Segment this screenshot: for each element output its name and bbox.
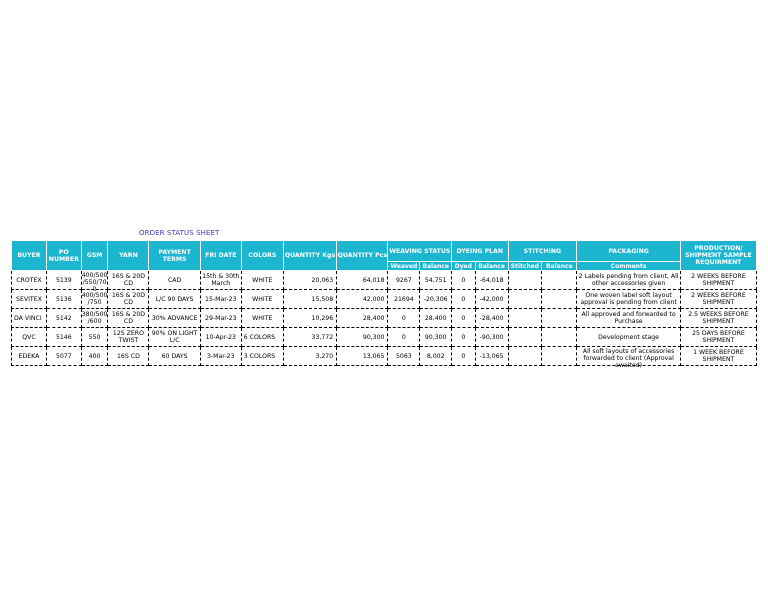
cell-yarn: 16S CD (108, 347, 149, 366)
cell-comments-text: All approved and forwarded to Purchase (581, 311, 676, 325)
table-row (12, 347, 757, 366)
table-row (12, 290, 757, 309)
cell-dyeing-balance: -28,400 (475, 309, 508, 328)
subheader-stitching-balance: Balance (542, 262, 577, 271)
cell-stitching-balance (542, 271, 577, 290)
cell-payment-terms: 60 DAYS (149, 347, 200, 366)
cell-stitched (508, 328, 542, 347)
cell-quantity-pcs: 64,018 (337, 271, 388, 290)
cell-gsm-text: 400 (88, 352, 101, 360)
cell-quantity-kgs: 3,270 (283, 347, 336, 366)
subheader-stitched: Stitched (508, 262, 542, 271)
cell-comments-text: 2 Labels pending from client, All other accessories given (578, 273, 679, 287)
cell-weaved: 0 (388, 328, 420, 347)
cell-weaving-balance: 54,751 (420, 271, 452, 290)
cell-payment-terms: CAD (149, 271, 200, 290)
cell-production: 1 WEEK BEFORE SHIPMENT (680, 347, 756, 366)
cell-comments (577, 290, 681, 309)
cell-production: 2 WEEKS BEFORE SHIPMENT (680, 290, 756, 309)
cell-production: 2 WEEKS BEFORE SHIPMENT (680, 271, 756, 290)
cell-comments-text: All soft layouts of accessories forwarded to client (Approval awaited) (582, 347, 675, 369)
cell-dyed: 0 (452, 271, 476, 290)
header-po-number: PO NUMBER (46, 241, 81, 271)
cell-gsm (81, 271, 108, 293)
cell-quantity-pcs: 90,300 (337, 328, 388, 347)
header-weaving-status: WEAVING STATUS (388, 241, 452, 262)
cell-gsm (81, 347, 108, 366)
cell-quantity-kgs: 15,508 (283, 290, 336, 309)
cell-fri-date: 3-Mar-23 (200, 347, 241, 366)
cell-weaving-balance: -20,306 (420, 290, 452, 309)
cell-gsm-text: 400/500 /550/70 0 (81, 271, 108, 293)
cell-quantity-pcs: 28,400 (337, 309, 388, 328)
cell-buyer: QVC (12, 328, 47, 347)
cell-comments (577, 309, 681, 328)
cell-comments (577, 271, 681, 290)
subheader-comments: Comments (577, 262, 681, 271)
cell-production: 2.5 WEEKS BEFORE SHIPMENT (680, 309, 756, 328)
cell-stitched (508, 271, 542, 290)
header-dyeing-plan: DYEING PLAN (452, 241, 508, 262)
cell-dyed: 0 (452, 347, 476, 366)
subheader-dyed: Dyed (452, 262, 476, 271)
cell-payment-terms: 30% ADVANCE (149, 309, 200, 328)
cell-stitching-balance (542, 309, 577, 328)
cell-stitched (508, 347, 542, 366)
cell-fri-date: 15th & 30th March (200, 271, 241, 290)
cell-dyeing-balance: -64,018 (475, 271, 508, 290)
cell-weaved: 5063 (388, 347, 420, 366)
header-row (12, 241, 757, 262)
cell-po-number: 5136 (46, 290, 81, 309)
cell-gsm (81, 328, 108, 347)
header-stitching: STITCHING (508, 241, 577, 262)
cell-colors: 6 COLORS (241, 328, 283, 347)
sheet-title: ORDER STATUS SHEET (139, 229, 220, 237)
cell-payment-terms: L/C 90 DAYS (149, 290, 200, 309)
cell-colors: WHITE (241, 271, 283, 290)
cell-dyed: 0 (452, 290, 476, 309)
table-row (12, 328, 757, 347)
cell-buyer: SEVITEX (12, 290, 47, 309)
cell-fri-date: 10-Apr-23 (200, 328, 241, 347)
cell-stitched (508, 290, 542, 309)
header-gsm: GSM (81, 241, 108, 271)
cell-gsm-text: 400/500 /750 (81, 292, 108, 306)
cell-quantity-pcs: 42,000 (337, 290, 388, 309)
cell-quantity-kgs: 20,063 (283, 271, 336, 290)
cell-dyeing-balance: -13,065 (475, 347, 508, 366)
header-quantity-pcs: QUANTITY Pcs (337, 241, 388, 271)
header-yarn: YARN (108, 241, 149, 271)
cell-yarn: 16S & 20D CD (108, 290, 149, 309)
cell-colors: WHITE (241, 290, 283, 309)
header-packaging: PACKAGING (577, 241, 681, 262)
cell-yarn: 16S & 20D CD (108, 271, 149, 290)
cell-fri-date: 29-Mar-23 (200, 309, 241, 328)
cell-weaving-balance: 8,002 (420, 347, 452, 366)
cell-quantity-pcs: 13,065 (337, 347, 388, 366)
subheader-weaved: Weaved (388, 262, 420, 271)
cell-comments-text: Development stage (598, 333, 659, 341)
cell-dyed: 0 (452, 328, 476, 347)
cell-quantity-kgs: 33,772 (283, 328, 336, 347)
subheader-dyeing-balance: Balance (475, 262, 508, 271)
header-production: PRODUCTION/ SHIPMENT SAMPLE REQUIRMENT (680, 241, 756, 271)
cell-po-number: 5146 (46, 328, 81, 347)
order-status-table (11, 240, 757, 369)
header-colors: COLORS (241, 241, 283, 271)
cell-production: 25 DAYS BEFORE SHIPMENT (680, 328, 756, 347)
cell-fri-date: 15-Mar-23 (200, 290, 241, 309)
cell-comments (577, 328, 681, 347)
cell-dyeing-balance: -90,300 (475, 328, 508, 347)
cell-weaved: 21694 (388, 290, 420, 309)
cell-colors: WHITE (241, 309, 283, 328)
cell-payment-terms: 90% ON LIGHT L/C (149, 328, 200, 347)
cell-quantity-kgs: 10,296 (283, 309, 336, 328)
cell-weaved: 0 (388, 309, 420, 328)
cell-buyer: DA VINCI (12, 309, 47, 328)
subheader-weaving-balance: Balance (420, 262, 452, 271)
header-payment-terms: PAYMENT TERMS (149, 241, 200, 271)
cell-stitched (508, 309, 542, 328)
cell-gsm (81, 309, 108, 328)
cell-dyeing-balance: -42,000 (475, 290, 508, 309)
cell-weaved: 9267 (388, 271, 420, 290)
table-row (12, 271, 757, 290)
cell-comments-text: One woven label soft layout approval is pending from client (580, 292, 677, 306)
cell-weaving-balance: 28,400 (420, 309, 452, 328)
header-fri-date: FRI DATE (200, 241, 241, 271)
cell-gsm-text: 380/500 /600 (81, 311, 108, 325)
cell-colors: 3 COLORS (241, 347, 283, 366)
cell-gsm (81, 290, 108, 309)
cell-yarn: 12S ZERO TWIST (108, 328, 149, 347)
cell-gsm-text: 550 (88, 333, 101, 341)
cell-po-number: 5139 (46, 271, 81, 290)
cell-stitching-balance (542, 290, 577, 309)
cell-dyed: 0 (452, 309, 476, 328)
cell-weaving-balance: 90,300 (420, 328, 452, 347)
header-quantity-kgs: QUANTITY Kgs (283, 241, 336, 271)
cell-po-number: 5142 (46, 309, 81, 328)
cell-stitching-balance (542, 328, 577, 347)
cell-yarn: 16S & 20D CD (108, 309, 149, 328)
header-buyer: BUYER (12, 241, 47, 271)
cell-buyer: CROTEX (12, 271, 47, 290)
cell-stitching-balance (542, 347, 577, 366)
cell-po-number: 5077 (46, 347, 81, 366)
cell-comments (577, 347, 681, 369)
table-row (12, 309, 757, 328)
cell-buyer: EDEKA (12, 347, 47, 366)
